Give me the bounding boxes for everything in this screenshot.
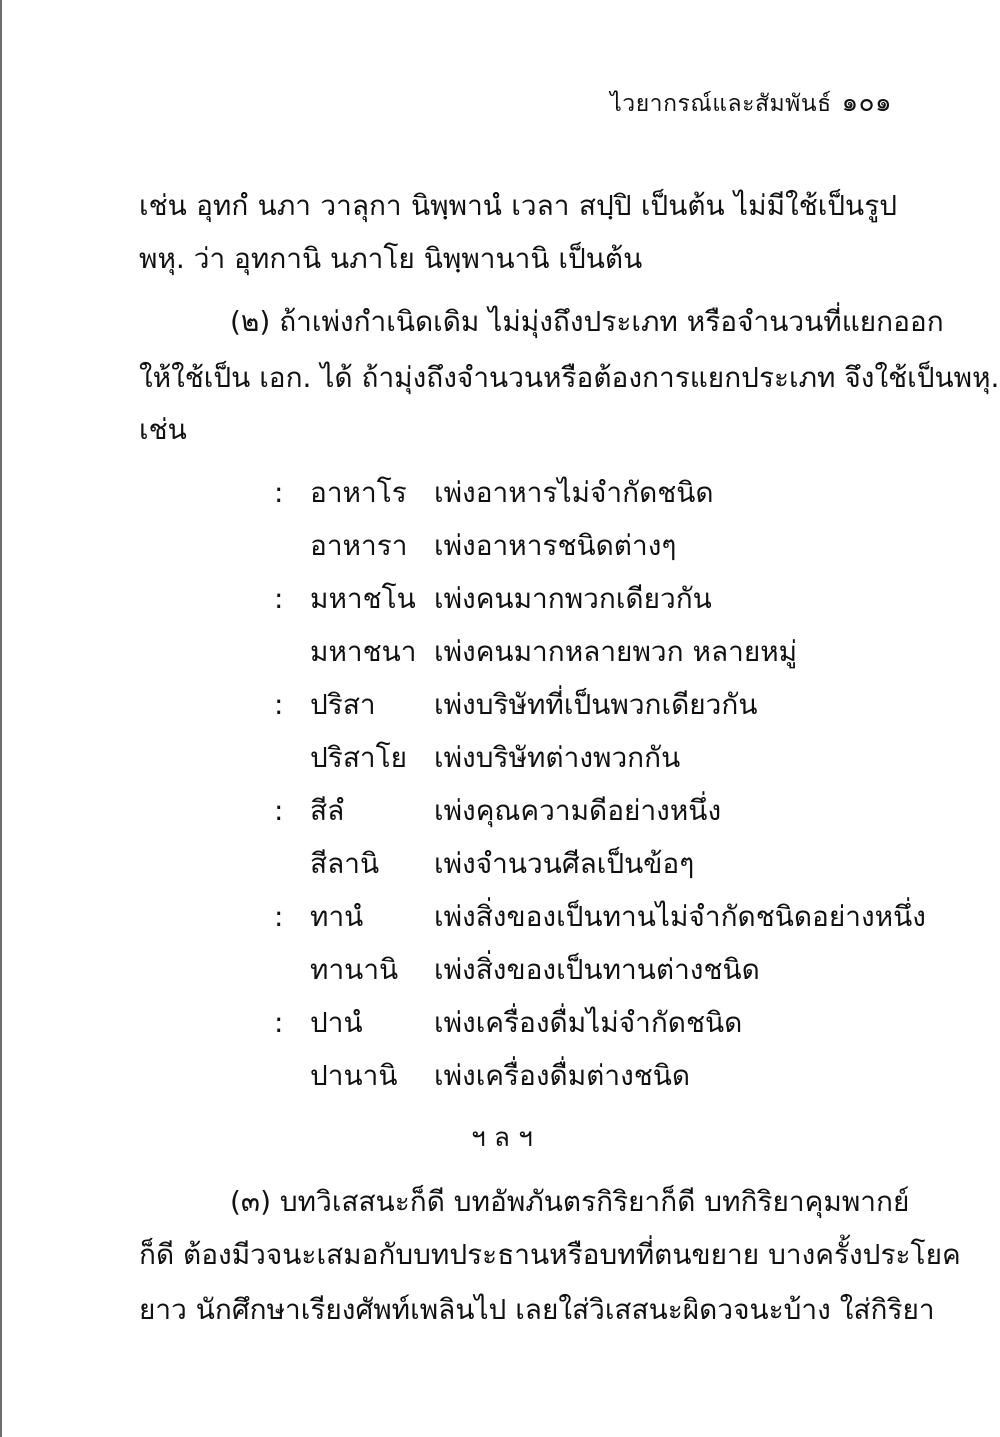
example-marker: : xyxy=(274,794,284,827)
paragraph-2-line-1: (๒) ถ้าเพ่งกำเนิดเดิม ไม่มุ่งถึงประเภท หรือจำนวนที่แยกออก xyxy=(230,305,944,338)
example-marker: : xyxy=(274,1006,284,1039)
paragraph-3-line-3: ยาว นักศึกษาเรียงศัพท์เพลินไป เลยใส่วิเสสนะผิดวจนะบ้าง ใส่กิริยา xyxy=(139,1293,935,1326)
example-meaning: เพ่งอาหารชนิดต่างๆ xyxy=(434,529,677,562)
example-term: ทานานิ xyxy=(310,953,399,986)
paragraph-1-line-2: พหุ. ว่า อุทกานิ นภาโย นิพฺพานานิ เป็นต้น xyxy=(139,242,643,275)
example-marker: : xyxy=(274,688,284,721)
example-term: ปริสาโย xyxy=(310,741,408,774)
paragraph-1-line-1: เช่น อุทกํ นภา วาลุกา นิพฺพานํ เวลา สปฺปิ เป็นต้น ไม่มีใช้เป็นรูป xyxy=(139,189,897,222)
example-term: ปานํ xyxy=(310,1006,363,1039)
page-number: ๑๐๑ xyxy=(841,88,892,118)
example-term: ปริสา xyxy=(310,688,376,721)
example-term: อาหาโร xyxy=(310,476,407,509)
example-term: ทานํ xyxy=(310,900,364,933)
header-title: ไวยากรณ์และสัมพันธ์ xyxy=(610,91,832,117)
example-marker: : xyxy=(274,476,284,509)
ellipsis-marker: ฯ ล ฯ xyxy=(471,1123,533,1153)
running-header xyxy=(610,82,892,123)
example-term: อาหารา xyxy=(310,529,408,562)
example-term: สีลํ xyxy=(310,794,345,827)
paragraph-2-line-2: ให้ใช้เป็น เอก. ได้ ถ้ามุ่งถึงจำนวนหรือต้องการแยกประเภท จึงใช้เป็นพหุ. xyxy=(139,361,1000,394)
example-meaning: เพ่งคนมากหลายพวก หลายหมู่ xyxy=(434,635,798,668)
example-meaning: เพ่งจำนวนศีลเป็นข้อๆ xyxy=(434,847,695,880)
example-meaning: เพ่งเครื่องดื่มต่างชนิด xyxy=(434,1059,691,1092)
example-marker: : xyxy=(274,900,284,933)
example-meaning: เพ่งบริษัทที่เป็นพวกเดียวกัน xyxy=(434,688,758,721)
example-meaning: เพ่งสิ่งของเป็นทานไม่จำกัดชนิดอย่างหนึ่ง xyxy=(434,900,926,933)
example-meaning: เพ่งสิ่งของเป็นทานต่างชนิด xyxy=(434,953,760,986)
example-meaning: เพ่งคุณความดีอย่างหนึ่ง xyxy=(434,794,722,827)
example-marker: : xyxy=(274,582,284,615)
example-meaning: เพ่งคนมากพวกเดียวกัน xyxy=(434,582,712,615)
example-term: มหาชโน xyxy=(310,582,416,615)
example-term: สีลานิ xyxy=(310,847,380,880)
example-meaning: เพ่งอาหารไม่จำกัดชนิด xyxy=(434,476,714,509)
paragraph-3-line-1: (๓) บทวิเสสนะก็ดี บทอัพภันตรกิริยาก็ดี บทกิริยาคุมพากย์ xyxy=(230,1185,910,1218)
example-meaning: เพ่งบริษัทต่างพวกกัน xyxy=(434,741,681,774)
example-meaning: เพ่งเครื่องดื่มไม่จำกัดชนิด xyxy=(434,1006,743,1039)
paragraph-2-line-3: เช่น xyxy=(139,413,187,446)
paragraph-3-line-2: ก็ดี ต้องมีวจนะเสมอกับบทประธานหรือบทที่ตนขยาย บางครั้งประโยค xyxy=(139,1238,961,1271)
example-term: ปานานิ xyxy=(310,1059,398,1092)
example-term: มหาชนา xyxy=(310,635,417,668)
